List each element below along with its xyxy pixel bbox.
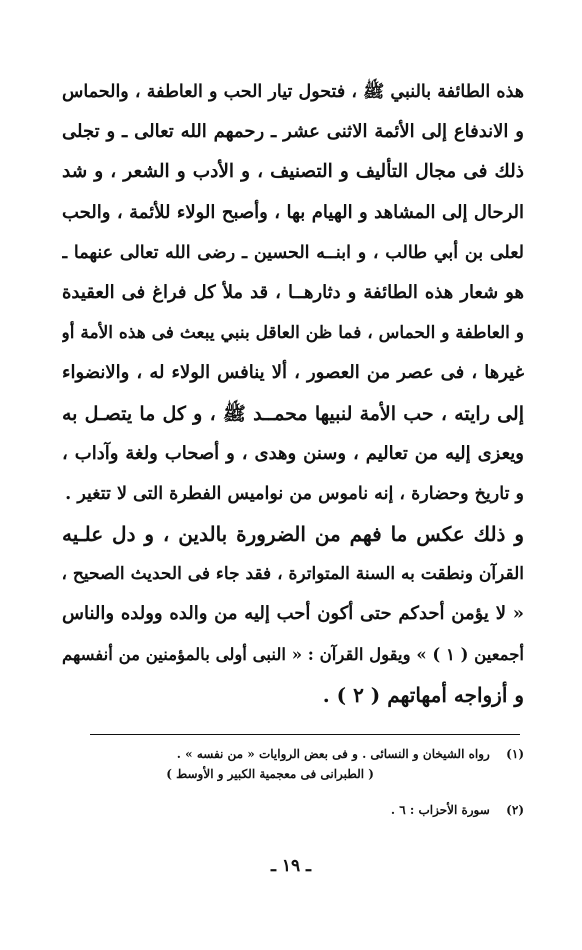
text-line: هذه الطائفة بالنبي ﷺ ، فتحول تيار الحب و العاطفة ، والحماس (62, 82, 524, 102)
text-line: و العاطفة و الحماس ، فما ظن العاقل بنبي يبعث فى هذه الأمة أو (62, 323, 524, 344)
text-line: و الاندفاع إلى الأئمة الاثنى عشر ـ رحمهم الله تعالى ـ و تجلى (62, 121, 524, 143)
footnote-number: (١) (506, 747, 524, 761)
text-line: غيرها ، فى عصر من العصور ، ألا ينافس الولاء له ، والانضواء (62, 362, 524, 384)
footnote-text: رواه الشيخان و النسائى . و فى بعض الروايات « من نفسه » . (176, 747, 490, 761)
footnote-1 (100, 744, 524, 764)
footnote-text: سورة الأحزاب : ٦ . (390, 803, 490, 817)
text-line: لعلى بن أبي طالب ، و ابنــه الحسين ـ رضى الله تعالى عنهما ـ (62, 242, 524, 263)
text-line: أجمعين ( ١ ) » ويقول القرآن : « النبى أولى بالمؤمنين من أنفسهم (62, 644, 524, 664)
text-line: ذلك فى مجال التأليف و التصنيف ، و الأدب و الشعر ، و شد (62, 161, 524, 183)
text-line: إلى رايته ، حب الأمة لنبيها محمــد ﷺ ، و كل ما يتصـل به (62, 402, 524, 425)
footnote-divider (90, 734, 520, 735)
text-line: « لا يؤمن أحدكم حتى أكون أحب إليه من والده وولده والناس (62, 603, 524, 625)
footnote-2 (100, 800, 524, 820)
page-number: ـ ١٩ ـ (270, 856, 312, 876)
footnote-text: ( الطبرانى فى معجمية الكبير و الأوسط ) (166, 767, 374, 781)
text-line: ويعزى إليه من تعاليم ، وسنن وهدى ، و أصحاب ولغة وآداب ، (62, 442, 524, 464)
footnotes (100, 744, 524, 820)
text-line: و أزواجه أمهاتهم ( ٢ ) . (322, 682, 524, 707)
text-line: الرحال إلى المشاهد و الهيام بها ، وأصبح الولاء للأئمة ، والحب (62, 201, 524, 223)
text-line: و ذلك عكس ما فهم من الضرورة بالدين ، و دل علـيه (62, 522, 524, 547)
text-line: و تاريخ وحضارة ، إنه ناموس من نواميس الفطرة التى لا تتغير . (65, 483, 524, 504)
text-line: القرآن ونطقت به السنة المتواترة ، فقد جاء فى الحديث الصحيح ، (62, 564, 524, 585)
text-line: هو شعار هذه الطائفة و دثارهــا ، قد ملأ كل فراغ فى العقيدة (62, 281, 524, 303)
footnote-1-continuation (100, 764, 524, 784)
main-text (62, 72, 524, 715)
footnote-number: (٢) (506, 803, 524, 817)
